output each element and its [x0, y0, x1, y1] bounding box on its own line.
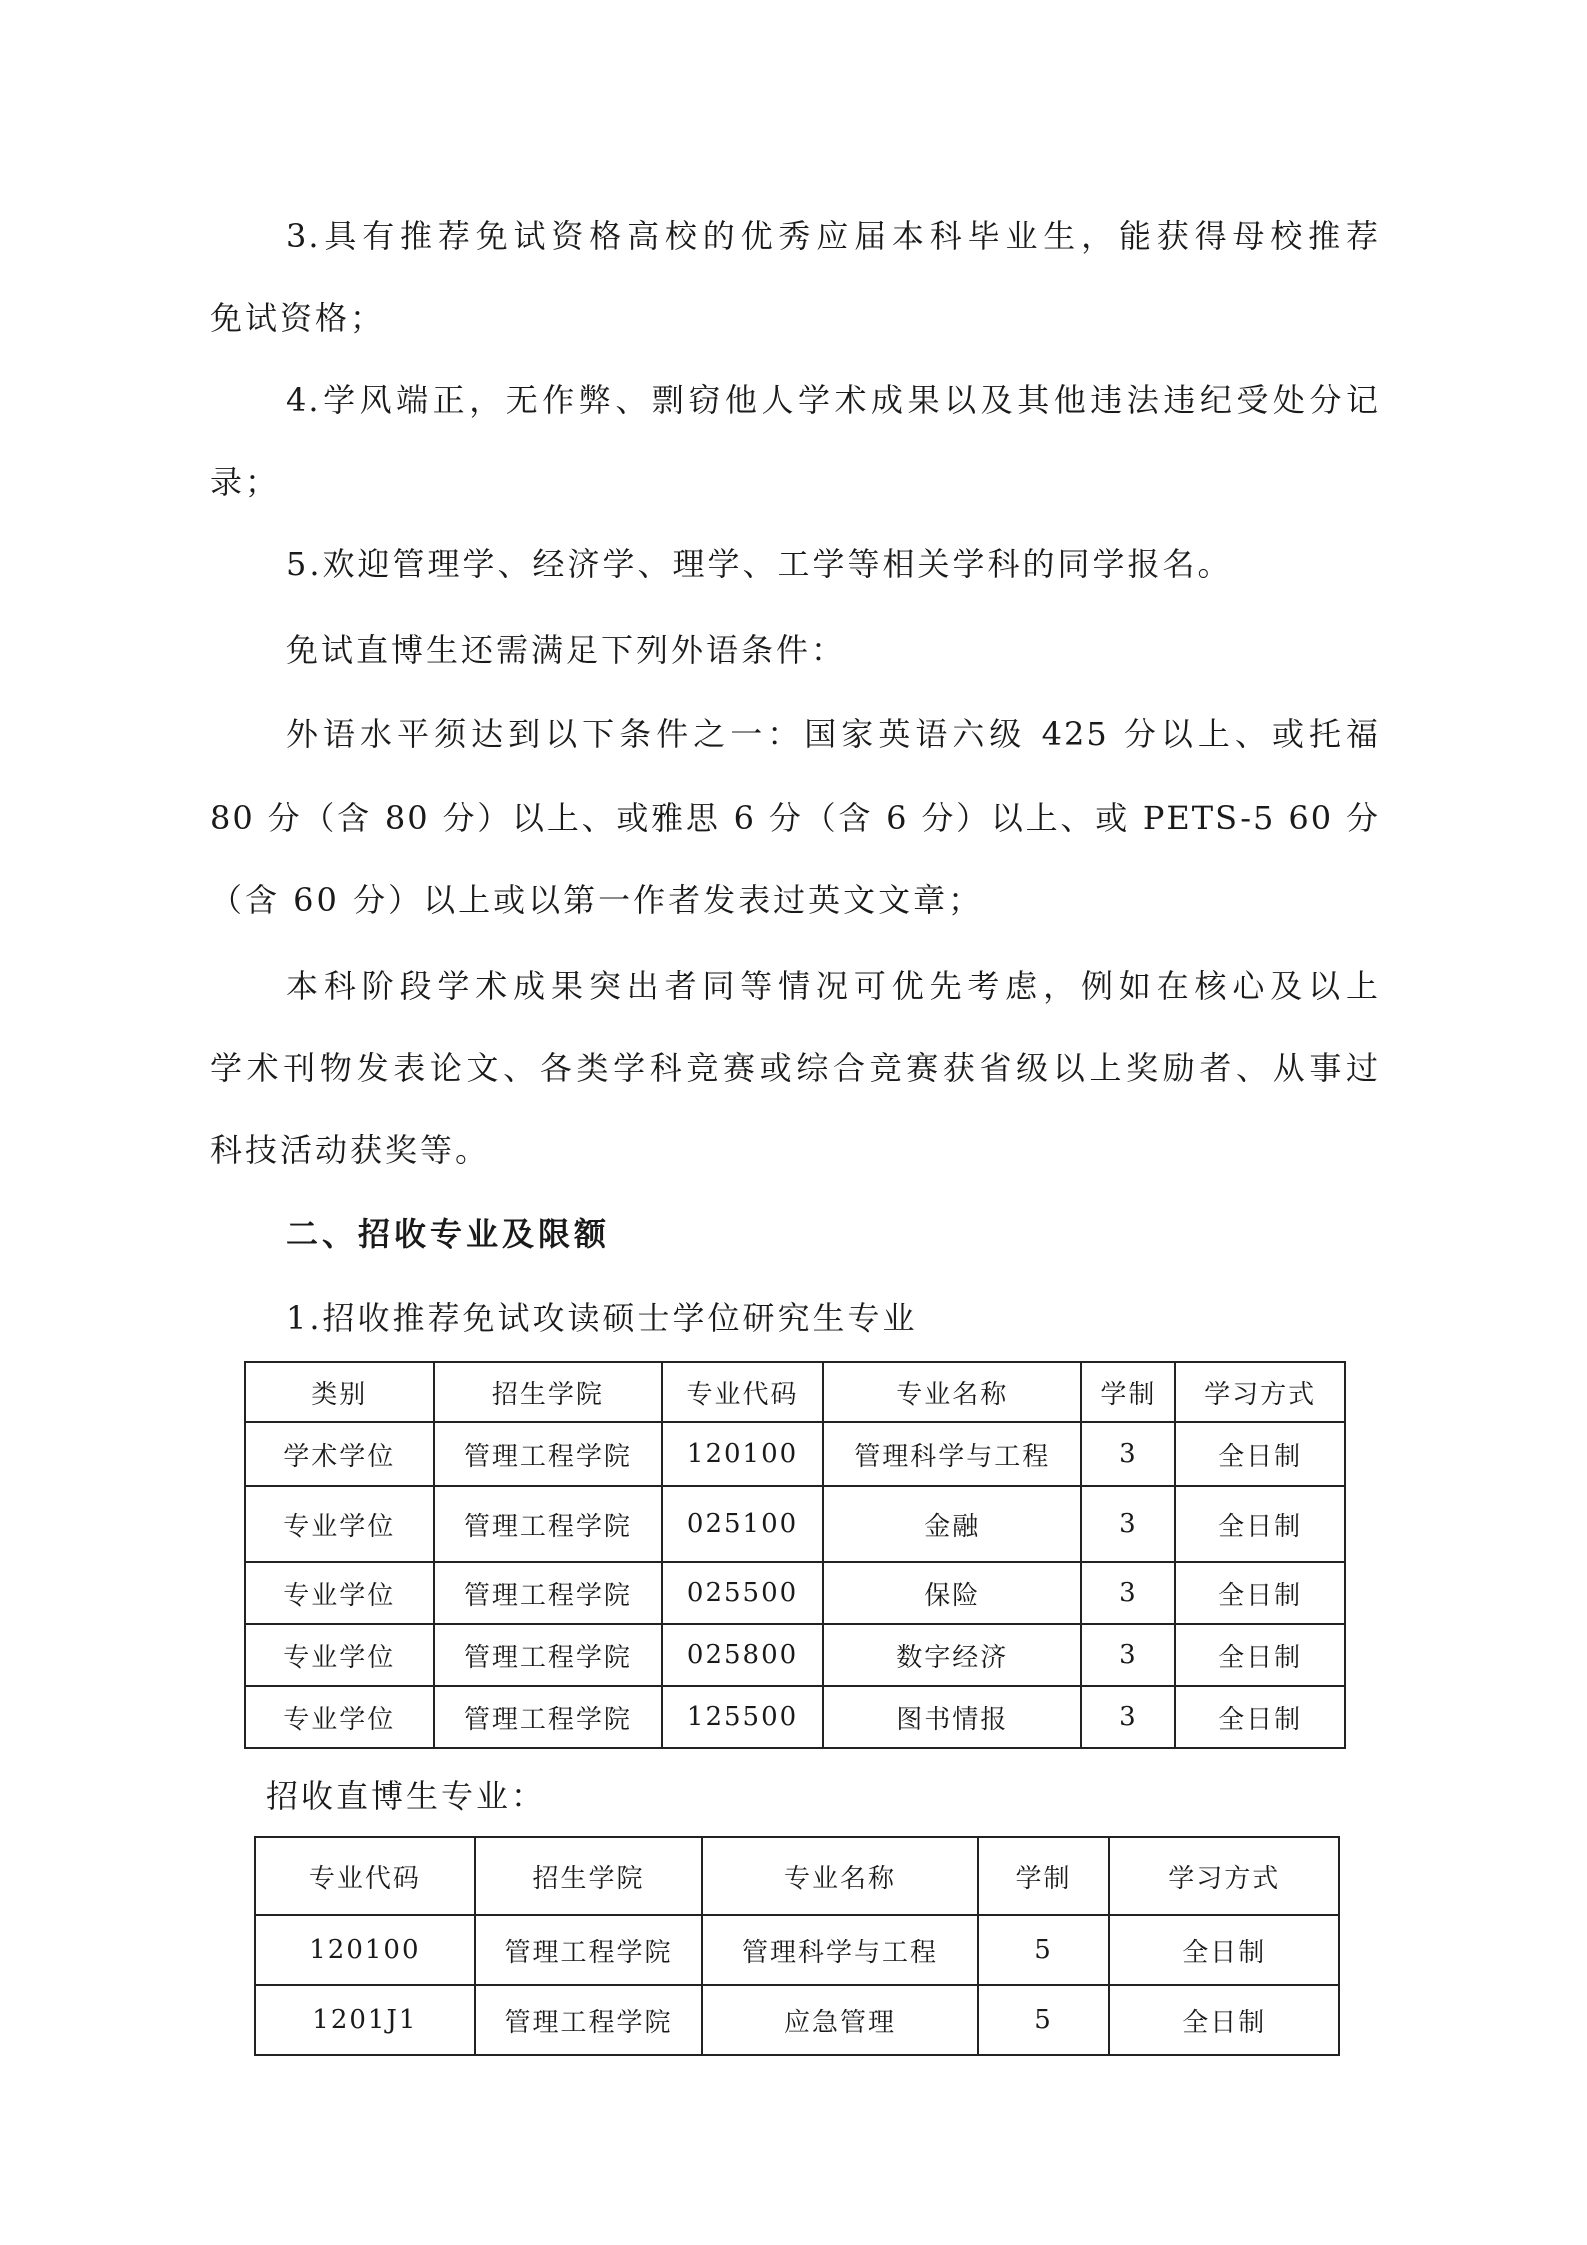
table-cell: 3	[1081, 1422, 1175, 1486]
table-cell: 5	[978, 1915, 1110, 1985]
phd-programs-table	[254, 1836, 1340, 2056]
table-cell: 全日制	[1175, 1686, 1345, 1748]
header-cell: 招生学院	[475, 1837, 703, 1915]
table-cell: 数字经济	[823, 1624, 1081, 1686]
table-row	[245, 1486, 1345, 1562]
table-cell: 全日制	[1175, 1422, 1345, 1486]
table-cell: 管理工程学院	[434, 1686, 663, 1748]
table-cell: 全日制	[1109, 1915, 1339, 1985]
table-cell: 应急管理	[702, 1985, 977, 2055]
table-row	[245, 1562, 1345, 1624]
header-cell: 学习方式	[1109, 1837, 1339, 1915]
table-header-row	[245, 1362, 1345, 1422]
table-cell: 3	[1081, 1624, 1175, 1686]
direct-phd-intro: 免试直博生还需满足下列外语条件：	[286, 631, 847, 669]
table-cell: 全日制	[1175, 1486, 1345, 1562]
table-row	[245, 1422, 1345, 1486]
table-row	[245, 1686, 1345, 1748]
table-cell: 专业学位	[245, 1624, 434, 1686]
section-heading: 二、招收专业及限额	[286, 1215, 611, 1253]
table-cell: 专业学位	[245, 1562, 434, 1624]
header-cell: 专业名称	[823, 1362, 1081, 1422]
header-cell: 专业代码	[662, 1362, 823, 1422]
merit-line-3: 科技活动获奖等。	[210, 1131, 491, 1169]
paragraph-item-4-line-2: 录；	[210, 463, 281, 501]
table-cell: 管理工程学院	[434, 1624, 663, 1686]
paragraph-item-4-line-1: 4.学风端正，无作弊、剽窃他人学术成果以及其他违法违纪受处分记	[286, 381, 1380, 419]
table-row	[255, 1915, 1339, 1985]
header-cell: 学制	[1081, 1362, 1175, 1422]
table-cell: 3	[1081, 1562, 1175, 1624]
table-cell: 025500	[662, 1562, 823, 1624]
table-cell: 125500	[662, 1686, 823, 1748]
table-cell: 025100	[662, 1486, 823, 1562]
table-cell: 专业学位	[245, 1686, 434, 1748]
table-cell: 管理科学与工程	[823, 1422, 1081, 1486]
language-requirement-line-3: （含 60 分）以上或以第一作者发表过英文文章；	[210, 881, 984, 919]
table-cell: 管理工程学院	[475, 1915, 703, 1985]
merit-line-2: 学术刊物发表论文、各类学科竞赛或综合竞赛获省级以上奖励者、从事过	[210, 1049, 1380, 1087]
paragraph-item-3-line-2: 免试资格；	[210, 299, 386, 337]
table-cell: 管理工程学院	[434, 1422, 663, 1486]
table-cell: 1201J1	[255, 1985, 475, 2055]
table-cell: 全日制	[1175, 1562, 1345, 1624]
header-cell: 招生学院	[434, 1362, 663, 1422]
table-cell: 120100	[255, 1915, 475, 1985]
table-cell: 金融	[823, 1486, 1081, 1562]
table-cell: 学术学位	[245, 1422, 434, 1486]
header-cell: 学制	[978, 1837, 1110, 1915]
table-row	[255, 1985, 1339, 2055]
merit-line-1: 本科阶段学术成果突出者同等情况可优先考虑，例如在核心及以上	[286, 967, 1380, 1005]
table-cell: 025800	[662, 1624, 823, 1686]
table-cell: 图书情报	[823, 1686, 1081, 1748]
table-cell: 120100	[662, 1422, 823, 1486]
table-cell: 管理科学与工程	[702, 1915, 977, 1985]
header-cell: 学习方式	[1175, 1362, 1345, 1422]
header-cell: 专业代码	[255, 1837, 475, 1915]
table-cell: 管理工程学院	[434, 1486, 663, 1562]
table-cell: 保险	[823, 1562, 1081, 1624]
master-programs-table	[244, 1361, 1346, 1749]
table-cell: 专业学位	[245, 1486, 434, 1562]
table-row	[245, 1624, 1345, 1686]
table-header-row	[255, 1837, 1339, 1915]
table-cell: 3	[1081, 1686, 1175, 1748]
table-cell: 全日制	[1109, 1985, 1339, 2055]
table-cell: 管理工程学院	[434, 1562, 663, 1624]
paragraph-item-5: 5.欢迎管理学、经济学、理学、工学等相关学科的同学报名。	[286, 545, 1233, 583]
header-cell: 类别	[245, 1362, 434, 1422]
master-table-caption: 1.招收推荐免试攻读硕士学位研究生专业	[286, 1299, 918, 1337]
language-requirement-line-1: 外语水平须达到以下条件之一：国家英语六级 425 分以上、或托福	[286, 715, 1380, 753]
table-cell: 3	[1081, 1486, 1175, 1562]
header-cell: 专业名称	[702, 1837, 977, 1915]
table-cell: 全日制	[1175, 1624, 1345, 1686]
paragraph-item-3-line-1: 3.具有推荐免试资格高校的优秀应届本科毕业生，能获得母校推荐	[286, 217, 1380, 255]
language-requirement-line-2: 80 分（含 80 分）以上、或雅思 6 分（含 6 分）以上、或 PETS-5 60 分	[210, 799, 1380, 837]
phd-table-caption: 招收直博生专业：	[266, 1777, 547, 1815]
table-cell: 5	[978, 1985, 1110, 2055]
table-cell: 管理工程学院	[475, 1985, 703, 2055]
